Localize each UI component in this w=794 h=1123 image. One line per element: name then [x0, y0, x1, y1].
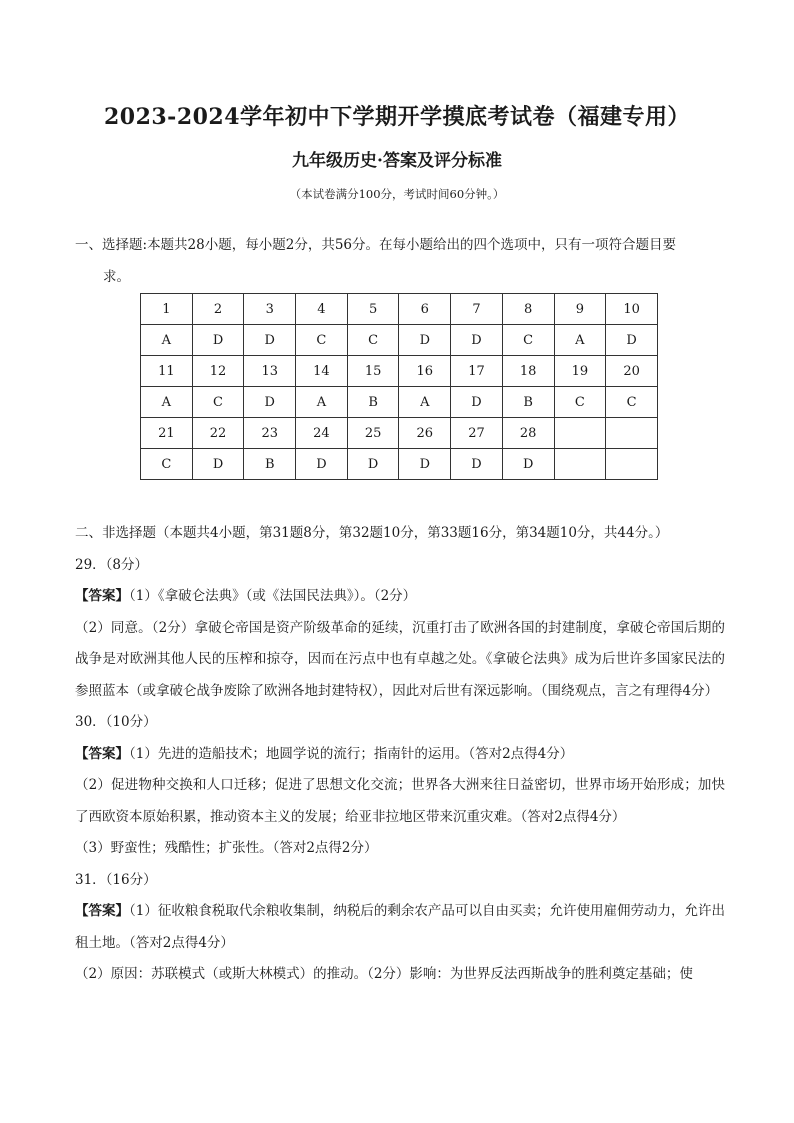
- question-30-answer-3: （3）野蛮性；残酷性；扩张性。（答对2点得2分）: [75, 840, 378, 856]
- section-1-heading: [75, 230, 725, 293]
- table-cell: D: [399, 325, 451, 356]
- table-cell: D: [451, 325, 503, 356]
- table-cell: D: [244, 325, 296, 356]
- table-cell: [554, 449, 606, 480]
- question-30-answer-1: [75, 739, 725, 771]
- table-cell: D: [451, 387, 503, 418]
- table-cell: C: [554, 387, 606, 418]
- table-cell: 27: [451, 418, 503, 449]
- table-cell: C: [502, 325, 554, 356]
- table-cell: D: [244, 387, 296, 418]
- table-cell: D: [502, 449, 554, 480]
- table-cell: A: [296, 387, 348, 418]
- question-31-answer-1: [75, 896, 725, 959]
- question-30-label: 30．（10分）: [75, 714, 157, 730]
- table-cell: 20: [606, 356, 658, 387]
- answer-table: [140, 293, 658, 480]
- table-cell: 28: [502, 418, 554, 449]
- table-cell: 14: [296, 356, 348, 387]
- table-cell: 23: [244, 418, 296, 449]
- question-number-row: [141, 356, 658, 387]
- answer-letter-row: [141, 387, 658, 418]
- table-cell: 16: [399, 356, 451, 387]
- table-cell: 3: [244, 294, 296, 325]
- table-cell: B: [502, 387, 554, 418]
- answer-tag: 【答案】: [75, 588, 129, 604]
- exam-note: （本试卷满分100分，考试时间60分钟。）: [289, 187, 505, 201]
- question-30-answer-2: （2）促进物种交换和人口迁移；促进了思想文化交流；世界各大洲来往日益密切，世界市场开始形成；加快了西欧资本原始积累，推动资本主义的发展；给亚非拉地区带来沉重灾难。（答对2点得4分）: [75, 777, 725, 825]
- table-cell: 12: [192, 356, 244, 387]
- table-cell: 11: [141, 356, 193, 387]
- table-cell: 15: [347, 356, 399, 387]
- table-cell: D: [192, 325, 244, 356]
- table-cell: [606, 449, 658, 480]
- table-cell: 9: [554, 294, 606, 325]
- table-cell: D: [399, 449, 451, 480]
- table-cell: D: [192, 449, 244, 480]
- table-cell: D: [606, 325, 658, 356]
- answer-tag: 【答案】: [75, 745, 129, 762]
- question-31-answer-2: （2）原因：苏联模式（或斯大林模式）的推动。（2分）影响：为世界反法西斯战争的胜利奠定基础；使: [75, 966, 693, 982]
- table-cell: 2: [192, 294, 244, 325]
- table-cell: 13: [244, 356, 296, 387]
- table-cell: 17: [451, 356, 503, 387]
- table-cell: [606, 418, 658, 449]
- question-29-answer-1: [75, 581, 725, 613]
- question-29-answer-2: （2）同意。（2分）拿破仑帝国是资产阶级革命的延续，沉重打击了欧洲各国的封建制度，拿破仑帝国后期的战争是对欧洲其他人民的压榨和掠夺，因而在污点中也有卓越之处。《拿破仑法典》成为后世许多国家民法的参照蓝本（或拿破仑战争废除了欧洲各地封建特权），因此对后世有深远影响。（围绕观点，言之有理得4分）: [75, 619, 725, 699]
- table-cell: 26: [399, 418, 451, 449]
- table-cell: C: [606, 387, 658, 418]
- table-cell: 21: [141, 418, 193, 449]
- section-2-heading: 二、非选择题（本题共4小题，第31题8分，第32题10分，第33题16分，第34题10分，共44分。）: [75, 525, 669, 541]
- table-cell: 5: [347, 294, 399, 325]
- answer-text: （1）先进的造船技术；地圆学说的流行；指南针的运用。（答对2点得4分）: [129, 745, 574, 762]
- question-31-label: 31．（16分）: [75, 871, 157, 888]
- table-cell: C: [141, 449, 193, 480]
- question-29-label: 29．（8分）: [75, 556, 149, 573]
- table-cell: 10: [606, 294, 658, 325]
- table-cell: A: [141, 387, 193, 418]
- table-cell: 18: [502, 356, 554, 387]
- table-cell: B: [347, 387, 399, 418]
- table-cell: 4: [296, 294, 348, 325]
- answer-tag: 【答案】: [75, 903, 130, 919]
- table-cell: 8: [502, 294, 554, 325]
- table-cell: B: [244, 449, 296, 480]
- table-cell: C: [192, 387, 244, 418]
- answer-letter-row: [141, 325, 658, 356]
- table-cell: 19: [554, 356, 606, 387]
- table-cell: [554, 418, 606, 449]
- table-cell: 1: [141, 294, 193, 325]
- answer-letter-row: [141, 449, 658, 480]
- table-cell: A: [554, 325, 606, 356]
- section-1-text-continued: 求。: [103, 268, 130, 285]
- table-cell: A: [141, 325, 193, 356]
- question-number-row: [141, 418, 658, 449]
- table-cell: 24: [296, 418, 348, 449]
- section-1-label: 一、选择题:: [75, 237, 148, 253]
- section-1-text: 本题共28小题，每小题2分，共56分。在每小题给出的四个选项中，只有一项符合题目要: [147, 237, 677, 253]
- table-cell: D: [347, 449, 399, 480]
- table-cell: 7: [451, 294, 503, 325]
- answer-text: （1）征收粮食税取代余粮收集制，纳税后的剩余农产品可以自由买卖；允许使用雇佣劳动力，允许出租土地。（答对2点得4分）: [75, 903, 725, 951]
- table-cell: 25: [347, 418, 399, 449]
- table-cell: C: [347, 325, 399, 356]
- table-cell: 22: [192, 418, 244, 449]
- table-cell: D: [451, 449, 503, 480]
- answer-text: （1）《拿破仑法典》（或《法国民法典》）。（2分）: [129, 588, 417, 604]
- page-title: 2023-2024学年初中下学期开学摸底考试卷（福建专用）: [103, 104, 691, 130]
- table-cell: D: [296, 449, 348, 480]
- table-cell: C: [296, 325, 348, 356]
- table-cell: 6: [399, 294, 451, 325]
- page-subtitle: 九年级历史·答案及评分标准: [292, 151, 502, 171]
- section-2: [75, 518, 725, 991]
- table-cell: A: [399, 387, 451, 418]
- question-number-row: [141, 294, 658, 325]
